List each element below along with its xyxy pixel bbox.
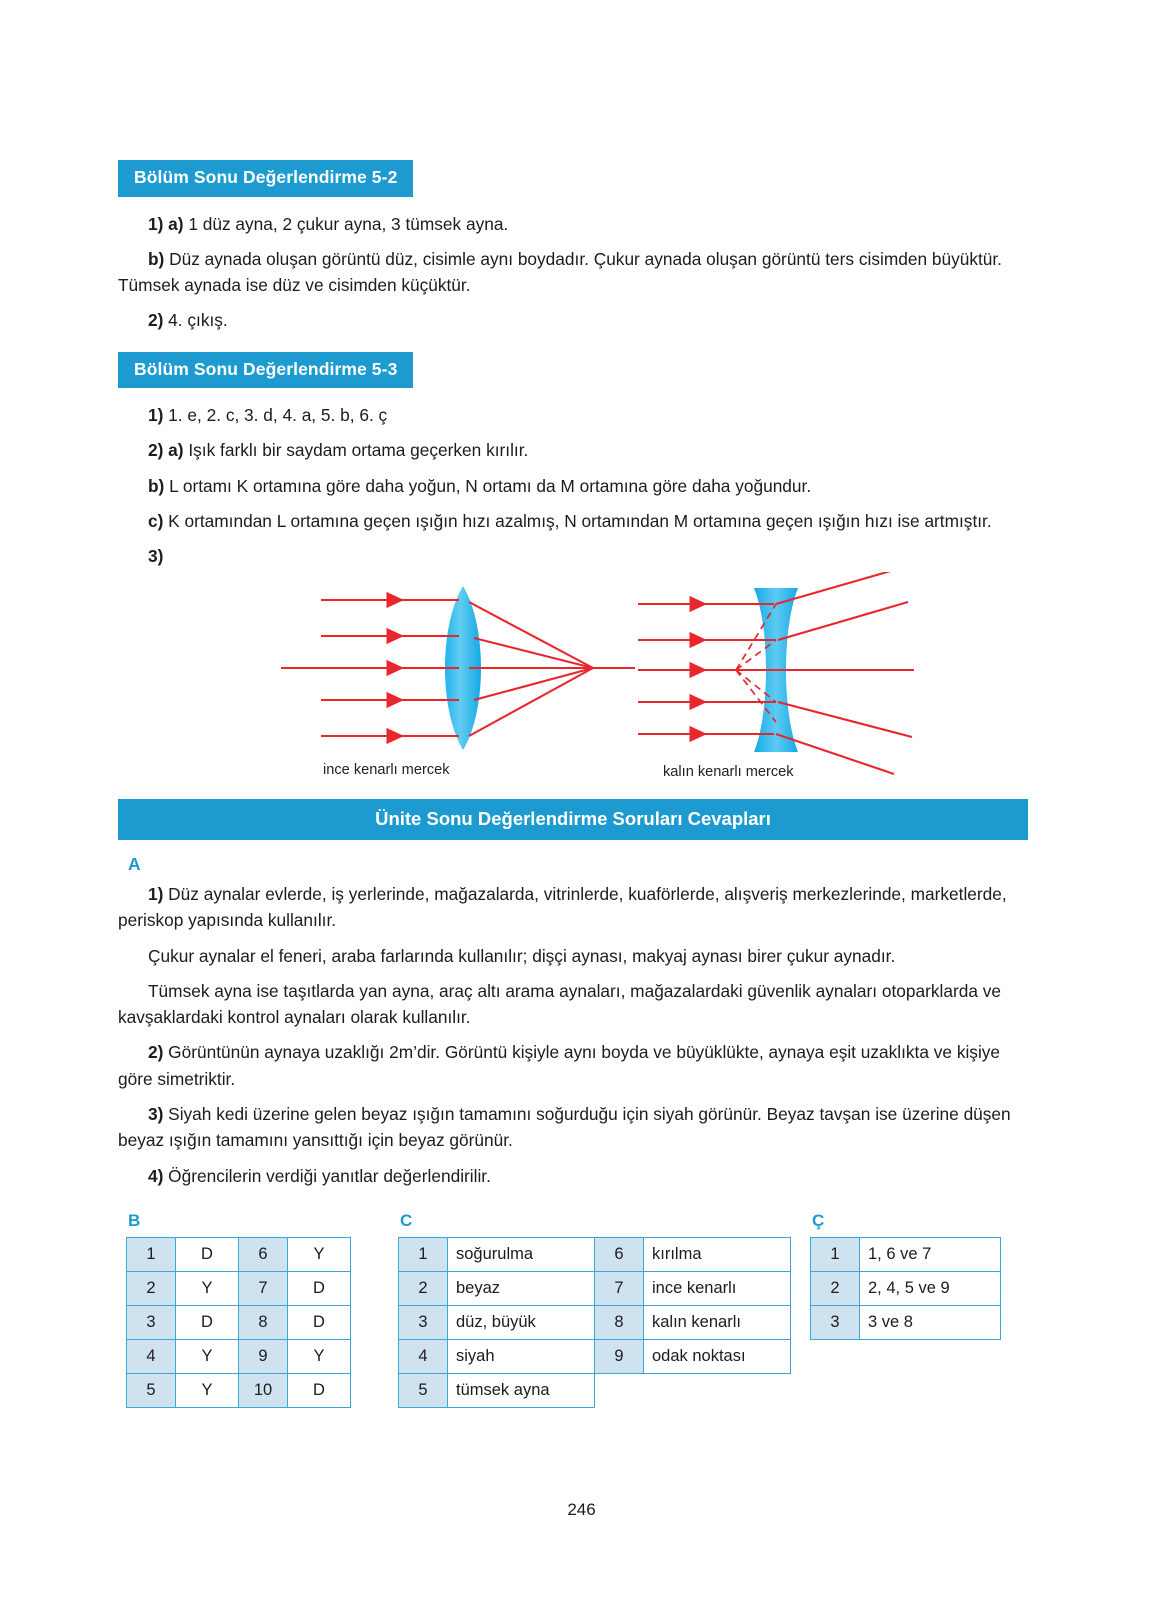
part-a-item-3-lead: 3) — [148, 1104, 164, 1124]
part-a-item-2-text: Görüntünün aynaya uzaklığı 2m’dir. Görüntü kişiyle aynı boyda ve büyüklükte, aynaya eşit uzaklıkta ve kişiye göre simetriktir. — [118, 1042, 1001, 1089]
cell-val: kırılma — [644, 1237, 791, 1271]
cell-val: 3 ve 8 — [860, 1305, 1001, 1339]
cell-val: Y — [288, 1237, 351, 1271]
cell-num: 4 — [127, 1339, 176, 1373]
s52-item-1a — [118, 211, 1028, 237]
part-a-item-1-lead: 1) — [148, 884, 164, 905]
cell-val: D — [176, 1305, 239, 1339]
converging-lens-diagram — [273, 574, 643, 764]
s53-item-3 — [118, 543, 1028, 569]
incoming-rays-group — [281, 600, 459, 736]
cell-val: beyaz — [448, 1271, 595, 1305]
table-row — [399, 1373, 791, 1407]
part-a-item-2 — [118, 1039, 1028, 1092]
table-row — [127, 1237, 351, 1271]
table-row — [127, 1305, 351, 1339]
part-cedilla-table — [810, 1237, 1001, 1340]
cell-num: 1 — [127, 1237, 176, 1271]
cell-val: 1, 6 ve 7 — [860, 1237, 1001, 1271]
s53-item-2a — [118, 437, 1028, 463]
part-a-letter: A — [128, 854, 141, 875]
table-row — [399, 1305, 791, 1339]
part-a-item-4-text: Öğrencilerin verdiği yanıtlar değerlendirilir. — [163, 1165, 491, 1186]
cell-val: Y — [176, 1339, 239, 1373]
part-a-item-1c-text: Tümsek ayna ise taşıtlarda yan ayna, araç altı arama aynaları, mağazalardaki güvenlik aynaları otoparklarda ve kavşaklardaki kontrol aynaları olarak kullanılır. — [118, 980, 1001, 1028]
page-number: 246 — [567, 1500, 596, 1519]
part-a-item-4 — [118, 1163, 1028, 1189]
s52-item-2-lead: 2) — [148, 310, 164, 331]
s52-item-1b-lead: b) — [148, 248, 165, 269]
cell-val: tümsek ayna — [448, 1373, 595, 1407]
part-c-table — [398, 1237, 791, 1408]
part-c-block — [398, 1211, 791, 1408]
part-b-letter: B — [128, 1210, 141, 1230]
cell-num: 7 — [239, 1271, 288, 1305]
cell-num: 2 — [811, 1271, 860, 1305]
table-row — [127, 1339, 351, 1373]
cell-num: 8 — [595, 1305, 644, 1339]
cell-num: 1 — [399, 1237, 448, 1271]
section-5-2-chip-wrap — [118, 160, 1028, 197]
s53-item-2c-text: K ortamından L ortamına geçen ışığın hızı azalmış, N ortamından M ortamına geçen ışığın hızı ise artmıştır. — [163, 510, 992, 531]
part-a-item-4-lead: 4) — [148, 1165, 164, 1186]
s53-item-1 — [118, 402, 1028, 428]
table-row — [811, 1271, 1001, 1305]
s52-item-2 — [118, 307, 1028, 333]
cell-num: 3 — [399, 1305, 448, 1339]
section-5-2-chip: Bölüm Sonu Değerlendirme 5-2 — [118, 160, 413, 197]
table-row — [127, 1271, 351, 1305]
s53-item-2c-lead: c) — [148, 510, 164, 531]
table-row — [399, 1271, 791, 1305]
part-cedilla-letter: Ç — [812, 1210, 825, 1230]
s53-item-2c — [118, 508, 1028, 534]
cell-num: 4 — [399, 1339, 448, 1373]
cell-val: D — [288, 1271, 351, 1305]
lens-figure-row — [118, 574, 1028, 789]
cell-num: 6 — [239, 1237, 288, 1271]
section-5-3-chip: Bölüm Sonu Değerlendirme 5-3 — [118, 352, 413, 389]
s53-item-2b-text: L ortamı K ortamına göre daha yoğun, N ortamı da M ortamına göre daha yoğundur. — [164, 475, 812, 496]
table-row — [127, 1373, 351, 1407]
refracted-rays-group — [469, 602, 635, 736]
cell-val: düz, büyük — [448, 1305, 595, 1339]
cell-val: ince kenarlı — [644, 1271, 791, 1305]
table-row — [811, 1305, 1001, 1339]
cell-val: D — [288, 1373, 351, 1407]
s53-item-3-lead: 3) — [148, 546, 164, 567]
s52-item-1b — [118, 246, 1028, 299]
answer-tables-row — [118, 1211, 1028, 1401]
cell-num: 8 — [239, 1305, 288, 1339]
cell-num: 6 — [595, 1237, 644, 1271]
cell-val: Y — [288, 1339, 351, 1373]
cell-num: 1 — [811, 1237, 860, 1271]
cell-num: 10 — [239, 1373, 288, 1407]
part-a-item-1-text: Düz aynalar evlerde, iş yerlerinde, mağazalarda, vitrinlerde, kuaförlerde, alışveriş merkezlerinde, marketlerde, periskop yapısında kullanılır. — [118, 884, 1007, 931]
unit-evaluation-banner: Ünite Sonu Değerlendirme Soruları Cevapları — [118, 799, 1028, 841]
part-a-item-1 — [118, 881, 1028, 934]
cell-val: 2, 4, 5 ve 9 — [860, 1271, 1001, 1305]
s52-item-1a-text: 1 düz ayna, 2 çukur ayna, 3 tümsek ayna. — [183, 213, 509, 234]
cell-val: D — [176, 1237, 239, 1271]
section-5-3-chip-wrap — [118, 352, 1028, 389]
diverging-lens-caption: kalın kenarlı mercek — [663, 763, 794, 780]
cell-val: kalın kenarlı — [644, 1305, 791, 1339]
cell-val: D — [288, 1305, 351, 1339]
part-b-block — [126, 1211, 351, 1408]
s53-item-2a-text: Işık farklı bir saydam ortama geçerken kırılır. — [183, 440, 529, 461]
cell-num: 3 — [127, 1305, 176, 1339]
converging-lens-caption: ince kenarlı mercek — [323, 761, 450, 778]
part-a-item-1c — [118, 978, 1028, 1031]
s53-item-1-text: 1. e, 2. c, 3. d, 4. a, 5. b, 6. ç — [163, 405, 388, 426]
cell-num: 7 — [595, 1271, 644, 1305]
s53-item-2b-lead: b) — [148, 475, 165, 496]
cell-num: 2 — [399, 1271, 448, 1305]
part-b-table — [126, 1237, 351, 1408]
table-row — [811, 1237, 1001, 1271]
part-a-item-3 — [118, 1101, 1028, 1154]
s53-item-1-lead: 1) — [148, 405, 164, 426]
cell-num: 2 — [127, 1271, 176, 1305]
cell-num: 5 — [127, 1373, 176, 1407]
part-a-item-3-text: Siyah kedi üzerine gelen beyaz ışığın tamamını soğurduğu için siyah görünür. Beyaz tavşan ise üzerine düşen beyaz ışığın tamamını yansıttığı için beyaz görünür. — [118, 1104, 1011, 1151]
cell-num: 3 — [811, 1305, 860, 1339]
cell-num: 9 — [595, 1339, 644, 1373]
diverging-lens-diagram — [626, 572, 946, 777]
s52-item-2-text: 4. çıkış. — [163, 310, 228, 331]
part-c-letter: C — [400, 1210, 413, 1230]
s53-item-2a-lead: 2) a) — [148, 440, 184, 461]
part-a-item-2-lead: 2) — [148, 1042, 164, 1063]
part-a-item-1b — [118, 943, 1028, 969]
cell-val: siyah — [448, 1339, 595, 1373]
part-cedilla-block — [810, 1211, 1001, 1340]
cell-val: Y — [176, 1373, 239, 1407]
cell-num: 5 — [399, 1373, 448, 1407]
s52-item-1b-text: Düz aynada oluşan görüntü düz, cisimle aynı boydadır. Çukur aynada oluşan görüntü ters cisimden büyüktür. Tümsek aynada ise düz ve cisimden küçüktür. — [118, 248, 1002, 296]
diverged-rays-group — [776, 572, 912, 774]
s52-item-1a-lead: 1) a) — [148, 213, 184, 234]
page-content — [118, 160, 1028, 1401]
cell-val: odak noktası — [644, 1339, 791, 1373]
cell-num: 9 — [239, 1339, 288, 1373]
table-row — [399, 1339, 791, 1373]
s53-item-2b — [118, 473, 1028, 499]
table-row — [399, 1237, 791, 1271]
cell-val: soğurulma — [448, 1237, 595, 1271]
cell-val: Y — [176, 1271, 239, 1305]
part-a-item-1b-text: Çukur aynalar el feneri, araba farlarında kullanılır; dişçi aynası, makyaj aynası birer çukur aynadır. — [148, 945, 896, 966]
